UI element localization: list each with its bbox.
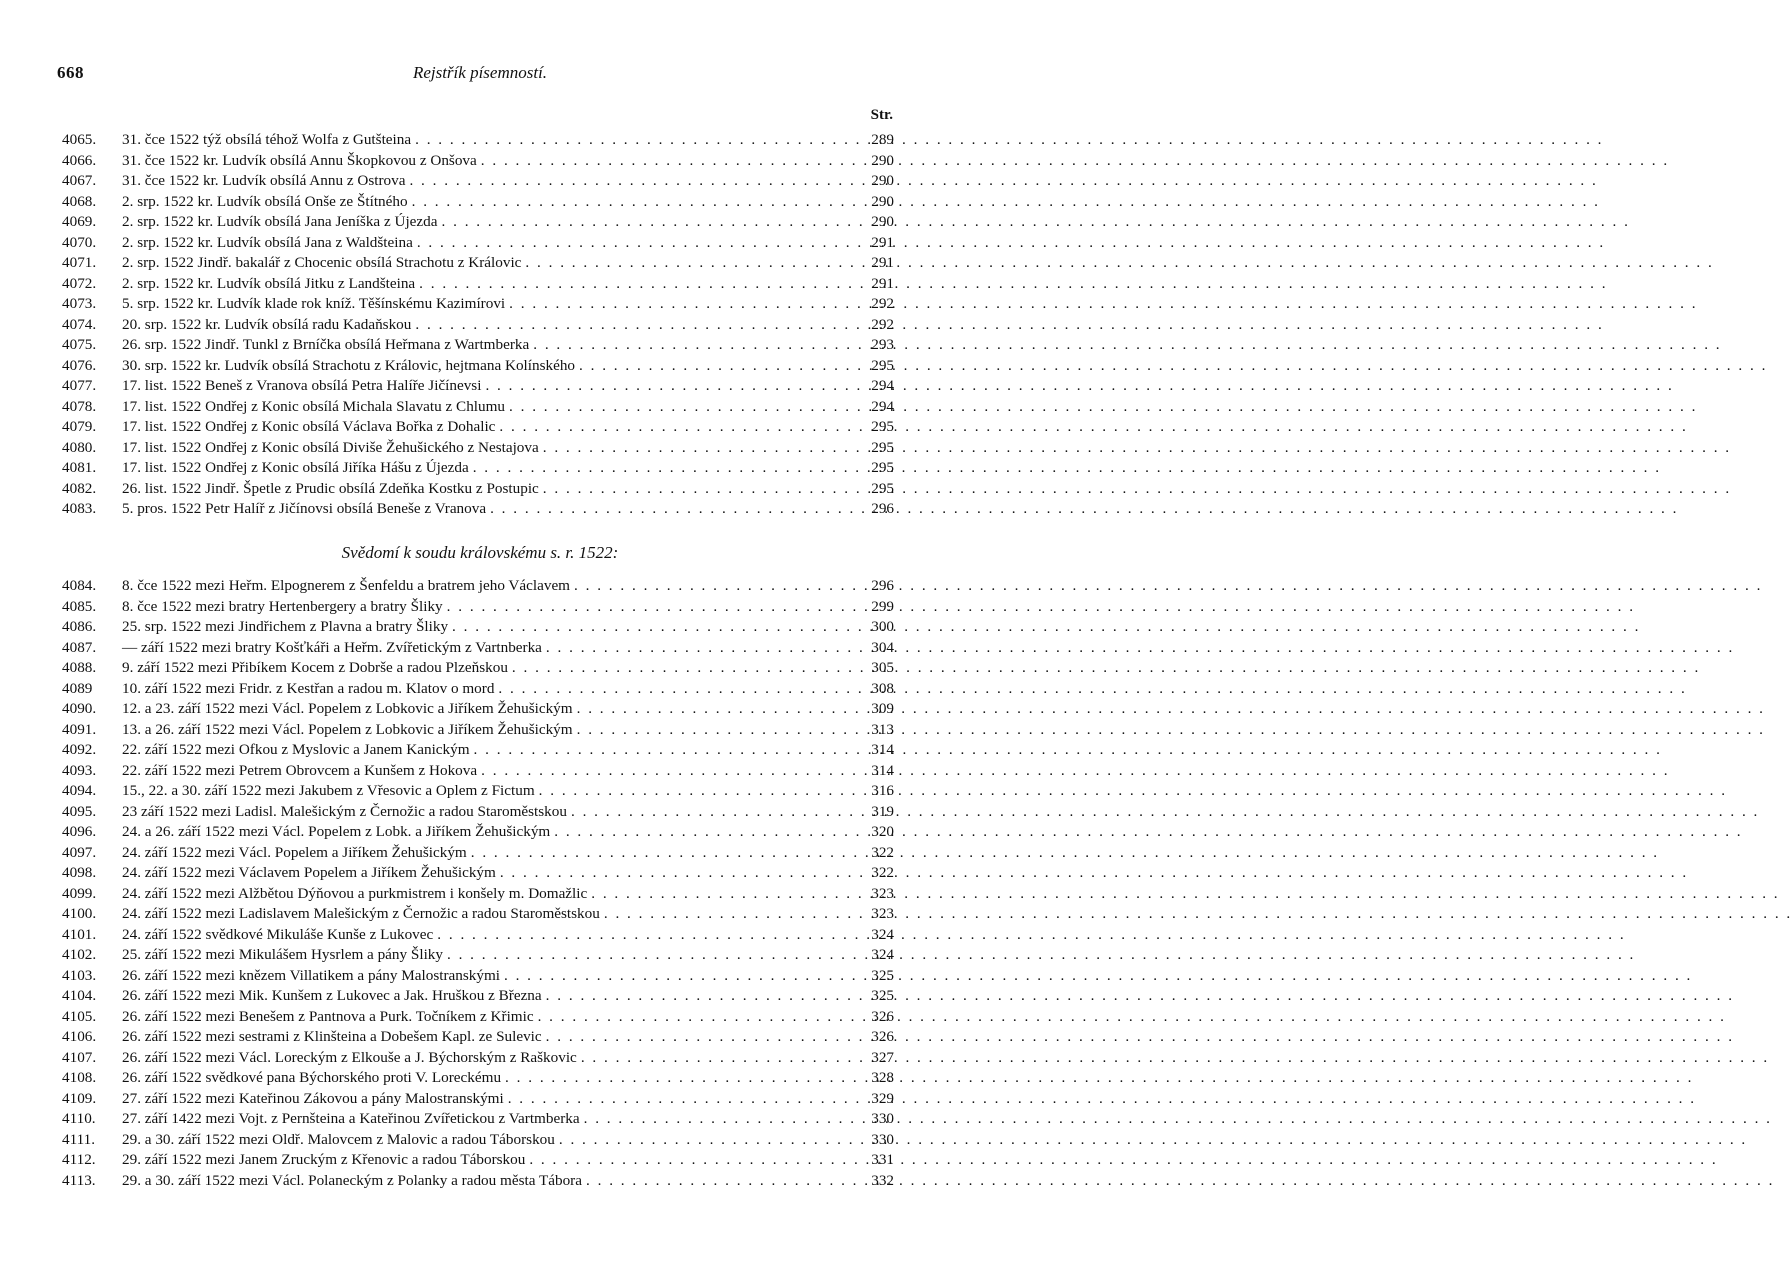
dot-leader [447,945,856,966]
register-entry [62,1171,894,1192]
entry-text: 25. srp. 1522 mezi Jindřichem z Plavna a bratry Šliky [122,618,449,635]
dot-leader [577,699,856,720]
dot-leader [415,130,856,151]
entry-text: 27. září 1422 mezi Vojt. z Pernšteina a Kateřinou Zvířetickou z Vartmberka [122,1110,580,1127]
register-entry [62,397,894,418]
entry-number: 4091. [62,720,97,738]
entry-text: 8. čce 1522 mezi Heřm. Elpognerem z Šenfeldu a bratrem jeho Václavem [122,577,570,594]
register-entry [62,212,894,233]
entry-text: 2. srp. 1522 Jindř. bakalář z Chocenic obsílá Strachotu z Královic [122,254,522,271]
dot-leader [509,397,856,418]
entry-page: 326 [871,1028,894,1045]
dot-leader [452,617,856,638]
register-entry [62,274,894,295]
entry-number: 4100. [62,905,97,922]
entry-number: 4071. [62,254,97,271]
register-entry [62,781,894,802]
register-entry [62,720,894,741]
register-entry [62,376,894,397]
entry-text: 31. čce 1522 týž obsílá téhož Wolfa z Gutšteina [122,131,412,148]
register-entry [62,1150,894,1171]
entry-text: 29. září 1522 mezi Janem Zruckým z Křenovic a radou Táborskou [122,1151,526,1168]
entry-number: 4099. [62,884,97,902]
entry-number: 4085. [62,597,97,615]
register-entry [62,253,894,274]
entry-text: 22. září 1522 mezi Petrem Obrovcem a Kunšem z Hokova [122,761,478,779]
entry-number: 4097. [62,843,97,861]
entry-number: 4083. [62,500,97,517]
entry-number: 4088. [62,659,97,676]
dot-leader [543,479,856,500]
entry-text: 2. srp. 1522 kr. Ludvík obsílá Jana Jeníška z Újezda [122,213,438,230]
dot-leader [504,966,856,987]
entry-number: 4069. [62,213,97,230]
entry-text: 29. a 30. září 1522 mezi Oldř. Malovcem z Malovic a radou Táborskou [122,1130,555,1148]
entry-page: 304 [871,638,894,656]
entry-number: 4090. [62,700,97,717]
dot-leader [586,1171,856,1192]
entry-number: 4086. [62,618,97,635]
entry-page: 324 [871,925,894,943]
entry-page: 290 [871,213,894,230]
entry-text: 17. list. 1522 Ondřej z Konic obsílá Diviše Žehušického z Nestajova [122,438,539,456]
entry-page: 327 [871,1048,894,1066]
dot-leader [505,1068,856,1089]
dot-leader [500,863,856,884]
entry-number: 4068. [62,192,97,210]
dot-leader [490,499,856,520]
entry-number: 4080. [62,438,97,456]
dot-leader [581,1048,856,1069]
register-entry [62,151,894,172]
entry-page: 296 [871,500,894,517]
entry-text: 2. srp. 1522 kr. Ludvík obsílá Jana z Waldšteina [122,233,413,251]
dot-leader [473,458,856,479]
entry-text: 26. srp. 1522 Jindř. Tunkl z Brníčka obsílá Heřmana z Wartmberka [122,336,530,353]
dot-leader [409,171,856,192]
entry-number: 4072. [62,274,97,292]
entry-number: 4113. [62,1171,96,1189]
dot-leader [509,294,856,315]
entry-text: 22. září 1522 mezi Ofkou z Myslovic a Janem Kanickým [122,741,470,758]
register-entry [62,699,894,720]
entry-page: 314 [871,761,894,779]
entry-page: 319 [871,802,894,820]
entry-page: 324 [871,946,894,963]
entry-page: 295 [871,438,894,456]
entry-number: 4095. [62,802,97,820]
dot-leader [525,253,856,274]
entry-page: 325 [871,987,894,1004]
dot-leader [474,740,856,761]
dot-leader [447,597,856,618]
entry-page: 322 [871,864,894,881]
entry-page: 323 [871,884,894,902]
entry-text: 26. září 1522 mezi knězem Villatikem a pány Malostranskými [122,966,500,984]
register-entry [62,617,894,638]
entry-text: 31. čce 1522 kr. Ludvík obsílá Annu Škopkovou z Onšova [122,151,477,169]
entry-text: 24. a 26. září 1522 mezi Václ. Popelem z Lobk. a Jiříkem Žehušickým [122,823,551,840]
entry-text: 8. čce 1522 mezi bratry Hertenbergery a bratry Šliky [122,597,443,615]
entry-number: 4084. [62,577,97,594]
entry-number: 4109. [62,1089,97,1107]
dot-leader [546,986,856,1007]
entry-text: 17. list. 1522 Ondřej z Konic obsílá Michala Slavatu z Chlumu [122,397,506,415]
entry-number: 4103. [62,966,97,984]
register-entry [62,1089,894,1110]
running-title: Rejstřík písemností. [412,63,548,82]
dot-leader [579,356,856,377]
entry-page: 293 [871,336,894,353]
entry-page: 295 [871,418,894,435]
entry-page: 299 [871,597,894,615]
dot-leader [574,576,856,597]
entry-page: 322 [871,843,894,861]
entry-page: 326 [871,1007,894,1025]
dot-leader [559,1130,856,1151]
entry-text: 24. září 1522 svědkové Mikuláše Kunše z Lukovec [122,925,434,943]
entry-page: 294 [871,397,894,415]
entry-page: 331 [871,1151,894,1168]
dot-leader [481,151,856,172]
dot-leader [412,192,856,213]
register-entry [62,335,894,356]
dot-leader [417,233,856,254]
register-entry [62,1109,894,1130]
register-entry [62,479,894,500]
entry-text: 25. září 1522 mezi Mikulášem Hysrlem a pány Šliky [122,946,443,963]
register-entry [62,171,894,192]
entry-page: 290 [871,151,894,169]
dot-leader [499,417,856,438]
register-entry [62,438,894,459]
entry-number: 4067. [62,172,97,189]
register-entry [62,417,894,438]
entry-page: 323 [871,905,894,922]
entry-text: 31. čce 1522 kr. Ludvík obsílá Annu z Ostrova [122,172,406,189]
dot-leader [591,884,856,905]
entry-number: 4110. [62,1110,96,1127]
entry-number: 4106. [62,1028,97,1045]
register-entry [62,843,894,864]
entry-text: 5. pros. 1522 Petr Halíř z Jičínovsi obsílá Beneše z Vranova [122,500,487,517]
dot-leader [437,925,856,946]
section-heading: Svědomí k soudu královskému s. r. 1522: [341,543,619,562]
entry-page: 289 [871,131,894,148]
entry-page: 313 [871,720,894,738]
dot-leader [543,438,856,459]
entry-page: 292 [871,295,894,312]
register-entry [62,1130,894,1151]
dot-leader [546,638,856,659]
entry-number: 4089 [62,679,93,697]
register-entry [62,597,894,618]
register-entry [62,233,894,254]
entry-text: 26. září 1522 mezi Benešem z Pantnova a Purk. Točníkem z Křimic [122,1007,534,1025]
dot-leader [533,335,856,356]
entry-page: 295 [871,459,894,476]
register-entry [62,761,894,782]
dot-leader [442,212,857,233]
register-entry [62,356,894,377]
entry-page: 290 [871,192,894,210]
entry-text: 5. srp. 1522 kr. Ludvík klade rok kníž. Těšínskému Kazimírovi [122,295,506,312]
entry-text: — září 1522 mezi bratry Košťkáři a Heřm. Zvířetickým z Vartnberka [122,638,542,656]
entry-page: 291 [871,274,894,292]
dot-leader [554,822,856,843]
entry-text: 26. září 1522 mezi sestrami z Klinšteina a Dobešem Kapl. ze Sulevic [122,1028,542,1045]
register-entry [62,658,894,679]
register-entry [62,458,894,479]
entry-number: 4073. [62,295,97,312]
register-entry [62,966,894,987]
entry-text: 10. září 1522 mezi Fridr. z Kestřan a radou m. Klatov o mord [122,679,495,697]
entry-number: 4098. [62,864,97,881]
register-entry [62,1007,894,1028]
dot-leader [481,761,856,782]
entry-number: 4077. [62,377,97,394]
dot-leader [546,1027,856,1048]
entry-text: 24. září 1522 mezi Ladislavem Malešickým z Černožic a radou Staroměstskou [122,905,600,922]
register-entry [62,576,894,597]
register-list-second [62,576,894,1191]
dot-leader [419,274,856,295]
entry-text: 26. září 1522 svědkové pana Býchorského proti V. Loreckému [122,1069,502,1086]
dot-leader [571,802,856,823]
entry-text: 20. srp. 1522 kr. Ludvík obsílá radu Kadaňskou [122,315,412,333]
entry-page: 296 [871,577,894,594]
dot-leader [471,843,856,864]
entry-number: 4094. [62,782,97,799]
entry-page: 290 [871,172,894,189]
entry-text: 26. září 1522 mezi Mik. Kunšem z Lukovec a Jak. Hruškou z Března [122,987,542,1004]
entry-number: 4070. [62,233,97,251]
register-entry [62,945,894,966]
dot-leader [485,376,856,397]
entry-text: 17. list. 1522 Beneš z Vranova obsílá Petra Halíře Jičínevsi [122,377,482,394]
entry-text: 29. a 30. září 1522 mezi Václ. Polaneckým z Polanky a radou města Tábora [122,1171,582,1189]
register-entry [62,802,894,823]
entry-number: 4092. [62,741,97,758]
entry-text: 30. srp. 1522 kr. Ludvík obsílá Strachotu z Královic, hejtmana Kolínského [122,356,576,374]
entry-number: 4108. [62,1069,97,1086]
entry-number: 4082. [62,479,97,497]
entry-text: 26. září 1522 mezi Václ. Loreckým z Elkouše a J. Býchorským z Raškovic [122,1048,577,1066]
entry-page: 330 [871,1130,894,1148]
entry-number: 4096. [62,823,97,840]
entry-page: 295 [871,356,894,374]
dot-leader [508,1089,856,1110]
entry-page: 328 [871,1069,894,1086]
entry-text: 24. září 1522 mezi Alžbětou Dýňovou a purkmistrem i konšely m. Domažlic [122,884,588,902]
register-entry [62,863,894,884]
entry-number: 4076. [62,356,97,374]
entry-number: 4105. [62,1007,97,1025]
register-entry [62,679,894,700]
entry-number: 4075. [62,336,97,353]
entry-number: 4078. [62,397,97,415]
dot-leader [415,315,856,336]
entry-number: 4111. [62,1130,96,1148]
entry-page: 294 [871,377,894,394]
entry-text: 17. list. 1522 Ondřej z Konic obsílá Václava Bořka z Dohalic [122,418,496,435]
dot-leader [529,1150,856,1171]
entry-page: 332 [871,1171,894,1189]
entry-number: 4107. [62,1048,97,1066]
entry-number: 4074. [62,315,97,333]
entry-number: 4079. [62,418,97,435]
page-number: 668 [57,63,84,82]
entry-text: 9. září 1522 mezi Přibíkem Kocem z Dobrše a radou Plzeňskou [122,659,508,676]
register-entry [62,315,894,336]
register-entry [62,638,894,659]
entry-number: 4093. [62,761,97,779]
entry-number: 4065. [62,131,97,148]
entry-text: 2. srp. 1522 kr. Ludvík obsílá Jitku z Landšteina [122,274,416,292]
entry-page: 330 [871,1110,894,1127]
register-entry [62,192,894,213]
dot-leader [498,679,856,700]
entry-number: 4112. [62,1151,96,1168]
dot-leader [584,1109,856,1130]
entry-page: 305 [871,659,894,676]
entry-text: 24. září 1522 mezi Václ. Popelem a Jiříkem Žehušickým [122,843,467,861]
register-entry [62,904,894,925]
entry-text: 2. srp. 1522 kr. Ludvík obsílá Onše ze Štítného [122,192,408,210]
register-entry [62,130,894,151]
entry-number: 4102. [62,946,97,963]
entry-text: 26. list. 1522 Jindř. Špetle z Prudic obsílá Zdeňka Kostku z Postupic [122,479,539,497]
entry-page: 291 [871,233,894,251]
entry-number: 4066. [62,151,97,169]
register-entry [62,1048,894,1069]
entry-page: 320 [871,823,894,840]
entry-page: 292 [871,315,894,333]
entry-page: 329 [871,1089,894,1107]
dot-leader [577,720,856,741]
entry-number: 4101. [62,925,97,943]
entry-text: 23 září 1522 mezi Ladisl. Malešickým z Černožic a radou Staroměstskou [122,802,567,820]
entry-text: 27. září 1522 mezi Kateřinou Zákovou a pány Malostranskými [122,1089,504,1107]
entry-page: 325 [871,966,894,984]
dot-leader [604,904,856,925]
dot-leader [539,781,856,802]
register-list-first [62,130,894,520]
entry-page: 295 [871,479,894,497]
entry-text: 24. září 1522 mezi Václavem Popelem a Jiříkem Žehušickým [122,864,496,881]
register-entry [62,1027,894,1048]
register-entry [62,925,894,946]
entry-page: 300 [871,618,894,635]
entry-page: 308 [871,679,894,697]
dot-leader [512,658,856,679]
entry-page: 291 [871,254,894,271]
register-entry [62,1068,894,1089]
entry-page: 316 [871,782,894,799]
entry-number: 4081. [62,459,97,476]
register-entry [62,986,894,1007]
dot-leader [538,1007,856,1028]
entry-text: 17. list. 1522 Ondřej z Konic obsílá Jiříka Hášu z Újezda [122,459,469,476]
register-entry [62,294,894,315]
entry-number: 4104. [62,987,97,1004]
register-entry [62,499,894,520]
entry-number: 4087. [62,638,97,656]
entry-page: 314 [871,741,894,758]
entry-page: 309 [871,700,894,717]
entry-text: 12. a 23. září 1522 mezi Václ. Popelem z Lobkovic a Jiříkem Žehušickým [122,700,573,717]
register-entry [62,884,894,905]
entry-text: 13. a 26. září 1522 mezi Václ. Popelem z Lobkovic a Jiříkem Žehušickým [122,720,573,738]
entry-text: 15., 22. a 30. září 1522 mezi Jakubem z Vřesovic a Oplem z Fictum [122,782,535,799]
page-column-label: Str. [870,107,893,123]
register-entry [62,740,894,761]
register-entry [62,822,894,843]
